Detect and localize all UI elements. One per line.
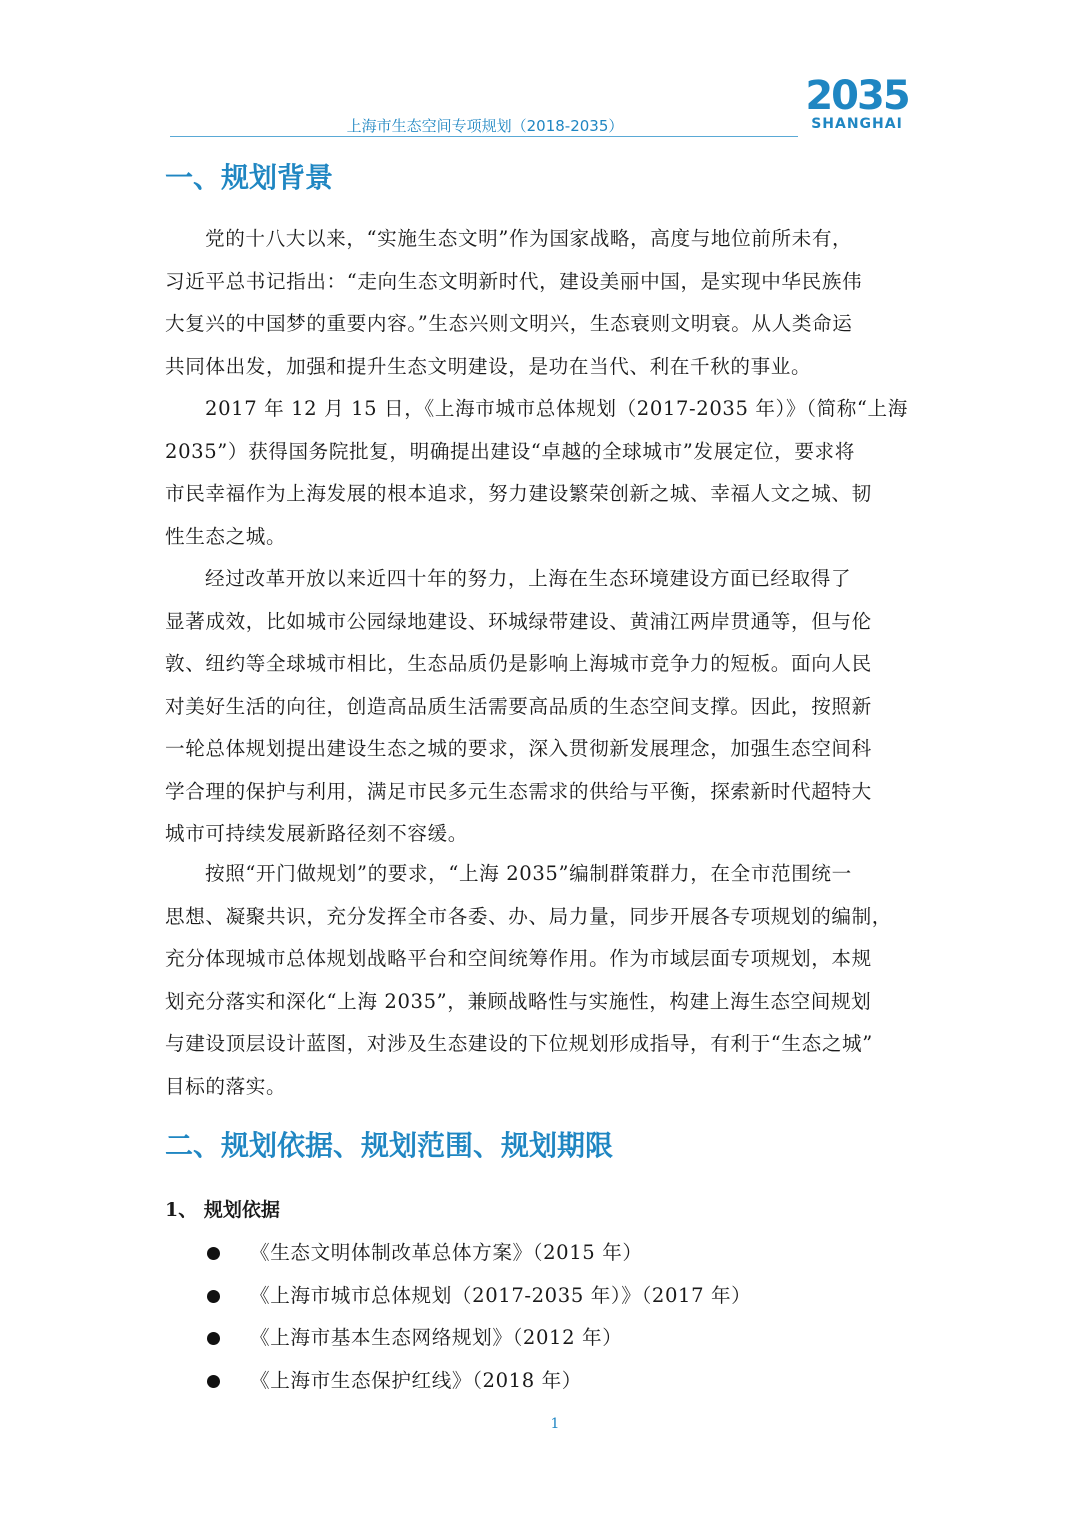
paragraph-3 (165, 558, 915, 856)
bullet-dot-icon (207, 1247, 220, 1260)
paragraph-line: 按照“开门做规划”的要求，“上海 2035”编制群策群力，在全市范围统一 (205, 862, 852, 885)
bullet-dot-icon (207, 1375, 220, 1388)
paragraph-line: 2035”）获得国务院批复，明确提出建设“卓越的全球城市”发展定位，要求将 (165, 439, 855, 463)
list-item-text: 《生态文明体制改革总体方案》（2015 年） (250, 1241, 643, 1264)
list-item (205, 1317, 905, 1360)
paragraph-line: 大复兴的中国梦的重要内容。”生态兴则文明兴，生态衰则文明衰。从人类命运 (165, 312, 853, 335)
paragraph-line: 学合理的保护与利用，满足市民多元生态需求的供给与平衡，探索新时代超特大 (165, 779, 872, 803)
section-2-heading: 二、规划依据、规划范围、规划期限 (165, 1129, 614, 1162)
list-item (205, 1275, 905, 1318)
paragraph-2 (165, 388, 915, 558)
running-header-title: 上海市生态空间专项规划（2018-2035） (346, 117, 624, 135)
paragraph-line: 2017 年 12 月 15 日，《上海市城市总体规划（2017-2035 年）》（简称“上海 (205, 397, 908, 420)
paragraph-line: 一轮总体规划提出建设生态之城的要求，深入贯彻新发展理念，加强生态空间科 (165, 737, 872, 760)
paragraph-line: 党的十八大以来，“实施生态文明”作为国家战略，高度与地位前所未有， (205, 227, 853, 250)
paragraph-line: 敦、纽约等全球城市相比，生态品质仍是影响上海城市竞争力的短板。面向人民 (165, 652, 872, 675)
paragraph-line: 市民幸福作为上海发展的根本追求，努力建设繁荣创新之城、幸福人文之城、韧 (165, 482, 872, 505)
header-divider (170, 136, 798, 137)
paragraph-line: 经过改革开放以来近四十年的努力，上海在生态环境建设方面已经取得了 (205, 567, 852, 590)
paragraph-line: 习近平总书记指出：“走向生态文明新时代，建设美丽中国，是实现中华民族伟 (165, 269, 863, 293)
paragraph-line: 城市可持续发展新路径刻不容缓。 (165, 822, 468, 845)
paragraph-line: 目标的落实。 (165, 1074, 287, 1098)
list-item (205, 1232, 905, 1275)
paragraph-line: 与建设顶层设计蓝图，对涉及生态建设的下位规划形成指导，有利于“生态之城” (165, 1032, 873, 1055)
paragraph-line: 充分体现城市总体规划战略平台和空间统筹作用。作为市域层面专项规划，本规 (165, 947, 872, 970)
list-item-text: 《上海市生态保护红线》（2018 年） (250, 1368, 583, 1392)
paragraph-line: 共同体出发，加强和提升生态文明建设，是功在当代、利在千秋的事业。 (165, 354, 812, 378)
paragraph-line: 划充分落实和深化“上海 2035”，兼顾战略性与实施性，构建上海生态空间规划 (165, 989, 872, 1013)
list-item (205, 1360, 905, 1403)
planning-basis-list (205, 1232, 905, 1402)
bullet-dot-icon (207, 1290, 220, 1303)
paragraph-line: 性生态之城。 (165, 524, 287, 548)
subsection-1-heading: 1、 规划依据 (165, 1199, 280, 1221)
shanghai-2035-logo (798, 74, 916, 134)
paragraph-4 (165, 853, 915, 1108)
section-1-heading: 一、规划背景 (165, 161, 334, 194)
paragraph-1 (165, 218, 915, 388)
logo-number: 2035 (805, 73, 909, 119)
list-item-text: 《上海市城市总体规划（2017-2035 年）》（2017 年） (250, 1283, 752, 1307)
paragraph-line: 对美好生活的向往，创造高品质生活需要高品质的生态空间支撑。因此，按照新 (165, 694, 872, 718)
bullet-dot-icon (207, 1332, 220, 1345)
paragraph-line: 显著成效，比如城市公园绿地建设、环城绿带建设、黄浦江两岸贯通等，但与伦 (165, 609, 872, 633)
page-number: 1 (550, 1416, 560, 1432)
paragraph-line: 思想、凝聚共识，充分发挥全市各委、办、局力量，同步开展各专项规划的编制， (165, 904, 892, 928)
logo-city: SHANGHAI (811, 116, 903, 132)
list-item-text: 《上海市基本生态网络规划》（2012 年） (250, 1326, 623, 1349)
